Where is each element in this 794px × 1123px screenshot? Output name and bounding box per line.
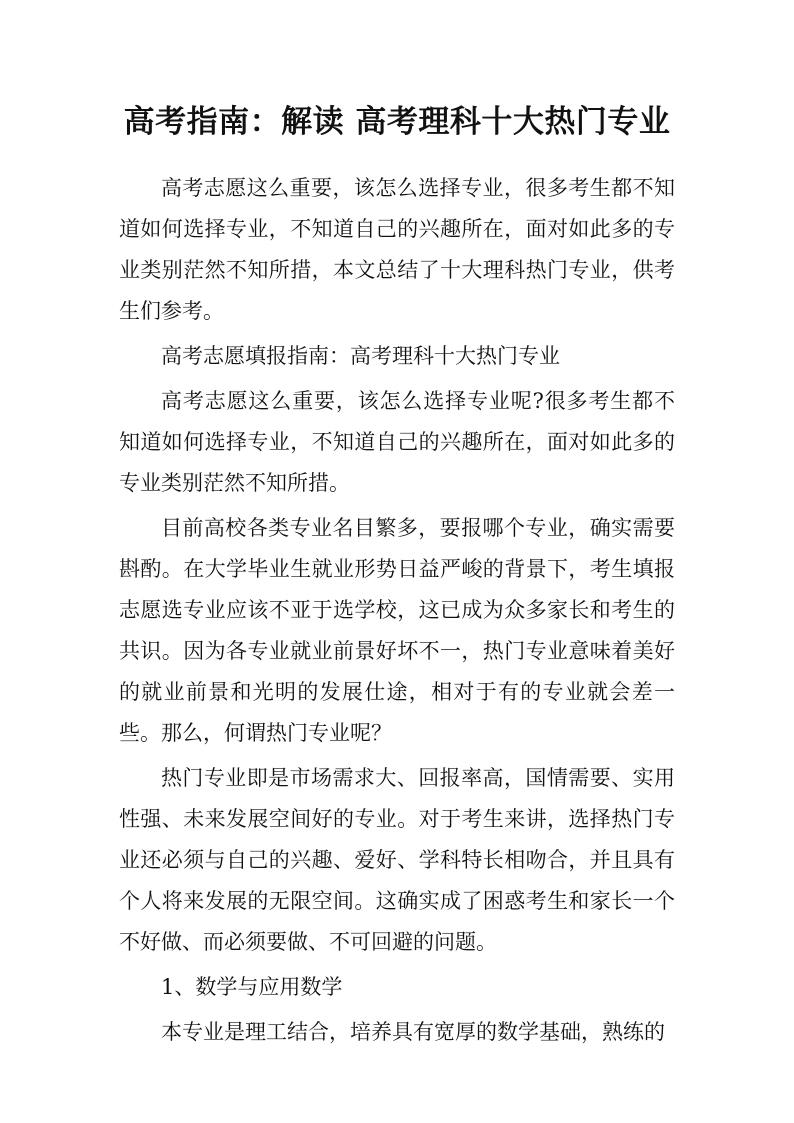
section-heading: 1、数学与应用数学	[161, 975, 343, 999]
body-paragraph: 热门专业即是市场需求大、回报率高，国情需要、实用性强、未来发展空间好的专业。对于考生来讲，选择热门专业还必须与自己的兴趣、爱好、学科特长相吻合，并且具有个人将来发展的无限空间。这确实成了困惑考生和家长一个不好做、而必须要做、不可回避的问题。	[119, 766, 675, 954]
body-paragraph: 本专业是理工结合，培养具有宽厚的数学基础，熟练的	[161, 1020, 665, 1044]
document-title: 高考指南：解读 高考理科十大热门专业	[123, 104, 671, 140]
document-body	[119, 96, 675, 1053]
body-paragraph: 高考志愿这么重要，该怎么选择专业呢?很多考生都不知道如何选择专业，不知道自己的兴趣所在，面对如此多的专业类别茫然不知所措。	[119, 389, 675, 495]
body-paragraph: 目前高校各类专业名目繁多，要报哪个专业，确实需要斟酌。在大学毕业生就业形势日益严峻的背景下，考生填报志愿选专业应该不亚于选学校，这已成为众多家长和考生的共识。因为各专业就业前景好坏不一，热门专业意味着美好的就业前景和光明的发展仕途，相对于有的专业就会差一些。那么，何谓热门专业呢？	[119, 516, 675, 745]
intro-paragraph: 高考志愿这么重要，该怎么选择专业，很多考生都不知道如何选择专业，不知道自己的兴趣所在，面对如此多的专业类别茫然不知所措，本文总结了十大理科热门专业，供考生们参考。	[119, 176, 675, 323]
guide-subtitle: 高考志愿填报指南：高考理科十大热门专业	[161, 344, 560, 368]
